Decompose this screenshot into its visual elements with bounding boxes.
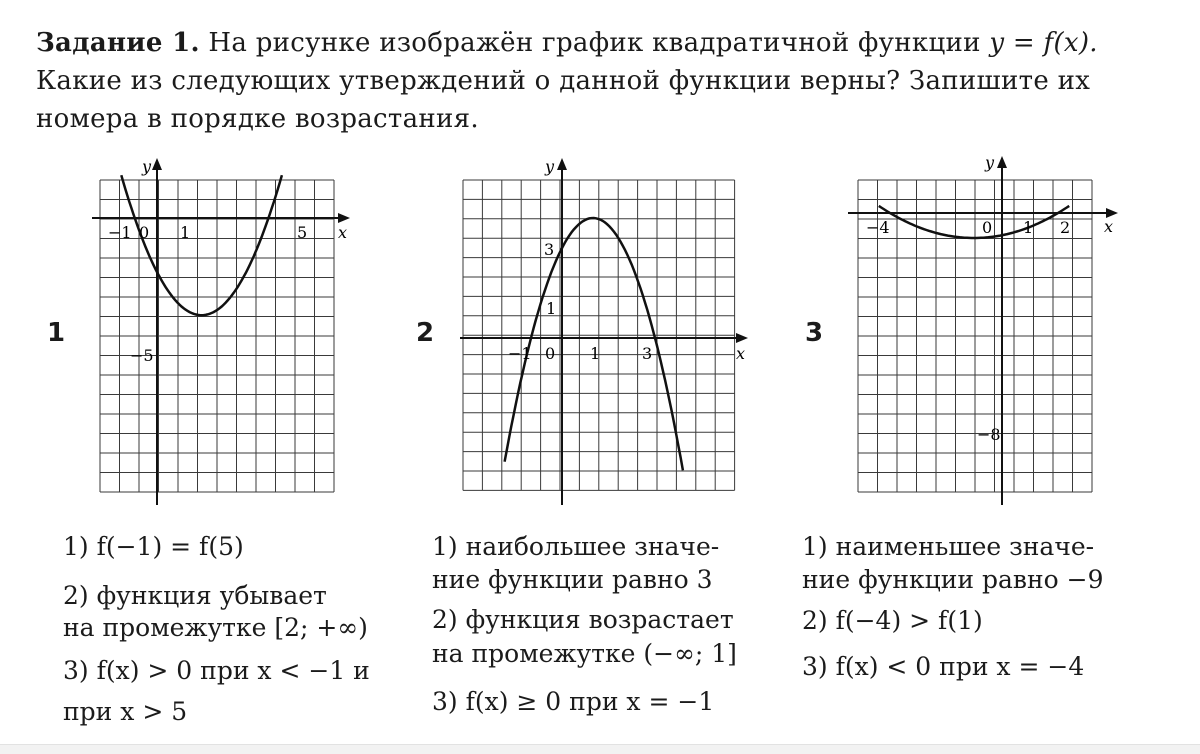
graph-1-tick-minus5: −5 bbox=[130, 346, 154, 365]
graph-2-axis-x-label: x bbox=[736, 344, 746, 363]
graph-3-tick-1: 1 bbox=[1023, 218, 1034, 237]
graph-3-statement-1-line-2: ние функции равно −9 bbox=[802, 565, 1104, 594]
graph-1-tick-minus1: −1 bbox=[108, 223, 132, 242]
graph-1-statement-1: 1) f(−1) = f(5) bbox=[63, 532, 244, 561]
task-formula: y = f(x). bbox=[989, 28, 1098, 58]
graph-3-statement-1-line-1: 1) наименьшее значе- bbox=[802, 532, 1095, 561]
graph-1-axis-y-label: y bbox=[142, 157, 152, 176]
graph-1-tick-1: 1 bbox=[180, 223, 191, 242]
graph-1-statement-3-line-2: при x > 5 bbox=[63, 697, 188, 726]
graph-2-tick-1x: 1 bbox=[590, 344, 601, 363]
graph-2-axis-y-label: y bbox=[545, 157, 555, 176]
graph-1-number: 1 bbox=[47, 318, 66, 348]
graph-2-tick-3y: 3 bbox=[544, 240, 555, 259]
graph-3-grid bbox=[858, 180, 1092, 492]
graph-3-parabola bbox=[879, 206, 1069, 238]
graph-1-axis-x-label: x bbox=[338, 223, 348, 242]
graph-1-statement-2-line-1: 2) функция убывает bbox=[63, 581, 327, 610]
graph-2-number: 2 bbox=[416, 318, 435, 348]
graph-3-tick-minus4: −4 bbox=[866, 218, 890, 237]
graph-2-statement-3: 3) f(x) ≥ 0 при x = −1 bbox=[432, 687, 715, 716]
graph-2-statement-1-line-1: 1) наибольшее значе- bbox=[432, 532, 720, 561]
graph-3-axis-y-label: y bbox=[985, 153, 995, 172]
graph-3-statement-2: 2) f(−4) > f(1) bbox=[802, 606, 983, 635]
graph-3-y-arrow bbox=[997, 156, 1007, 168]
graph-2-tick-1y: 1 bbox=[546, 299, 557, 318]
graph-2-tick-minus1: −1 bbox=[508, 344, 532, 363]
graph-1-tick-5: 5 bbox=[297, 223, 308, 242]
task-text-rest: Какие из следующих утверждений о данной функции верны? Запишите их номера в порядке возрастания. bbox=[36, 66, 1091, 134]
graph-2-statement-1-line-2: ние функции равно 3 bbox=[432, 565, 713, 594]
graph-2-statement-2-line-2: на промежутке (−∞; 1] bbox=[432, 639, 737, 668]
graph-3-tick-0: 0 bbox=[982, 218, 993, 237]
graph-3-tick-minus8: −8 bbox=[977, 425, 1001, 444]
graph-2-tick-3x: 3 bbox=[642, 344, 653, 363]
graph-3-axis-x-label: x bbox=[1104, 217, 1114, 236]
graph-1-tick-0: 0 bbox=[139, 223, 150, 242]
graph-1-statement-3-line-1: 3) f(x) > 0 при x < −1 и bbox=[63, 656, 370, 685]
graph-3-number: 3 bbox=[805, 318, 824, 348]
task-text-intro: На рисунке изображён график квадратичной функции bbox=[199, 28, 990, 58]
task-label: Задание 1. bbox=[36, 28, 200, 58]
graph-2-statement-2-line-1: 2) функция возрастает bbox=[432, 605, 734, 634]
graph-2-tick-0: 0 bbox=[545, 344, 556, 363]
graph-1-statement-2-line-2: на промежутке [2; +∞) bbox=[63, 613, 368, 642]
graph-3-statement-3: 3) f(x) < 0 при x = −4 bbox=[802, 652, 1085, 681]
graph-3-tick-2: 2 bbox=[1060, 218, 1071, 237]
